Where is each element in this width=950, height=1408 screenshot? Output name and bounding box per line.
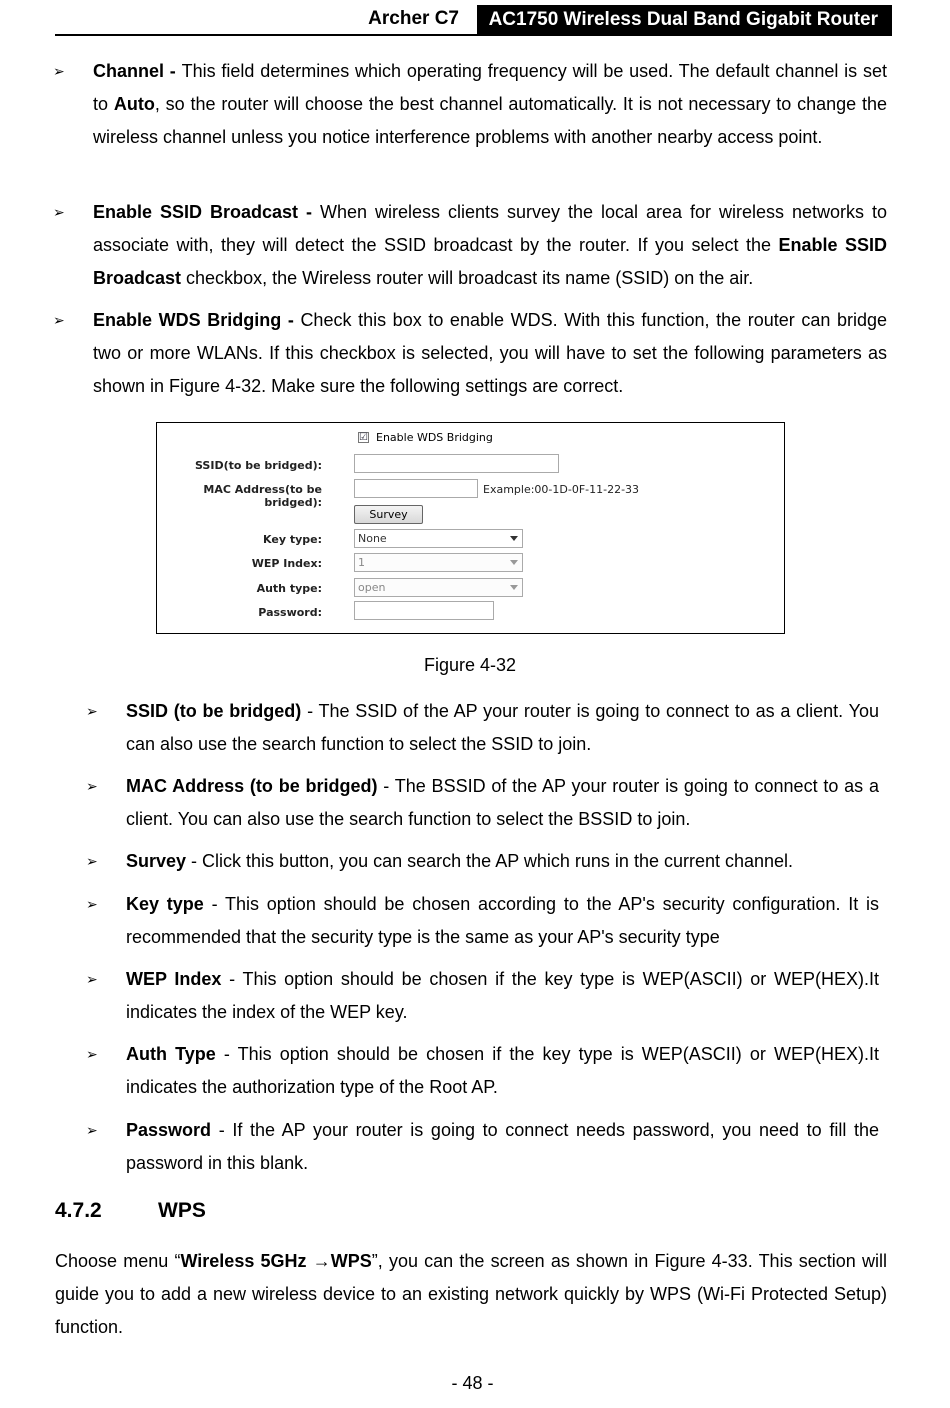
bullet-text: - This option should be chosen according to the AP's security configuration. It is recommended that the security type is the same as your AP's security type [126,894,879,947]
bullet-term: Auth Type [126,1044,216,1064]
bullet-text: - Click this button, you can search the AP which runs in the current channel. [186,851,794,871]
header-product: AC1750 Wireless Dual Band Gigabit Router [477,5,892,34]
chevron-down-icon [510,585,518,590]
bullet-term: Key type [126,894,204,914]
bullet-text: - This option should be chosen if the key type is WEP(ASCII) or WEP(HEX).It indicates the authorization type of the Root AP. [126,1044,879,1097]
figure-caption: Figure 4-32 [423,655,517,675]
section-heading [55,1199,206,1223]
bullet-text: This field determines which operating frequency will be used. The default channel is set to Auto, so the router will choose the best channel automatically. It is not necessary to change the wireless channel unless you notice interference problems with another nearby access point. [93,61,887,147]
chevron-down-icon [510,560,518,565]
bullet-term: MAC Address (to be bridged) [126,776,378,796]
bullet-term: Password [126,1120,212,1140]
bullet-term: Enable WDS Bridging - [93,310,301,330]
mac-example: Example:00-1D-0F-11-22-33 [483,483,640,496]
bullet-term: Enable SSID Broadcast - [93,202,320,222]
bullet-text: - The BSSID of the AP your router is going to connect to as a client. You can also use the search function to select the BSSID to join. [126,776,879,829]
password-label: Password: [258,606,322,619]
wds-checkbox-label: Enable WDS Bridging [376,431,493,444]
bullet-arrow-icon: ➢ [86,853,98,869]
password-input[interactable] [354,601,494,620]
page-number: - 48 - [451,1373,494,1393]
bullet-text: - If the AP your router is going to connect needs password, you need to fill the password in this blank. [126,1120,879,1173]
survey-button[interactable]: Survey [354,505,423,524]
mac-label: MAC Address(to be bridged): [203,483,322,509]
bullet-arrow-icon: ➢ [86,1122,98,1138]
bullet-arrow-icon: ➢ [86,971,98,987]
bullet-enable-ssid-broadcast [53,196,887,295]
wds-checkbox[interactable]: ☑ [359,432,368,443]
bullet-term: Survey [126,851,187,871]
bullet-term: WEP Index [126,969,222,989]
auth-type-value: open [358,581,386,594]
bullet-mac-address [86,770,879,836]
wps-intro-paragraph: Choose menu “Wireless 5GHz →WPS”, you can the screen as shown in Figure 4-33. This section will guide you to add a new wireless device to an existing network quickly by WPS (Wi-Fi Protected Setup) function. [55,1251,887,1337]
bullet-wep-index [86,963,879,1029]
bullet-arrow-icon: ➢ [53,312,65,328]
key-type-value: None [358,532,387,545]
key-type-select[interactable] [354,529,523,548]
bullet-text: - The SSID of the AP your router is going to connect to as a client. You can also use the search function to select the SSID to join. [126,701,879,754]
bullet-password [86,1114,879,1180]
bullet-arrow-icon: ➢ [86,1046,98,1062]
header-model: Archer C7 [368,8,459,29]
page-header [55,5,892,36]
bullet-text: Check this box to enable WDS. With this function, the router can bridge two or more WLANs. If this checkbox is selected, you will have to set the following parameters as shown in Figure 4-32. Make sure the following settings are correct. [93,310,888,396]
bullet-enable-wds-bridging [53,304,888,403]
mac-input[interactable] [354,479,478,498]
bullet-arrow-icon: ➢ [53,204,65,220]
wep-index-select[interactable] [354,553,523,572]
wds-settings-figure [156,422,785,634]
chevron-down-icon [510,536,518,541]
auth-type-select[interactable] [354,578,523,597]
bullet-term: Channel - [93,61,182,81]
ssid-input[interactable] [354,454,559,473]
wep-index-value: 1 [358,556,365,569]
bullet-ssid-to-be-bridged [86,695,879,761]
bullet-text: - This option should be chosen if the key type is WEP(ASCII) or WEP(HEX).It indicates the index of the WEP key. [126,969,879,1022]
bullet-arrow-icon: ➢ [86,896,98,912]
bullet-survey [86,845,879,878]
section-title: WPS [158,1199,206,1222]
key-type-label: Key type: [263,533,322,546]
bullet-arrow-icon: ➢ [53,63,65,79]
bullet-arrow-icon: ➢ [86,703,98,719]
bullet-channel [53,55,887,154]
bullet-text: When wireless clients survey the local area for wireless networks to associate with, they will detect the SSID broadcast by the router. If you select the Enable SSID Broadcast checkbox, the Wireless router will broadcast its name (SSID) on the air. [93,202,887,288]
auth-type-label: Auth type: [256,582,322,595]
section-number: 4.7.2 [55,1199,102,1222]
wep-index-label: WEP Index: [251,557,322,570]
bullet-term: SSID (to be bridged) [126,701,302,721]
bullet-auth-type [86,1038,879,1104]
bullet-key-type [86,888,879,954]
ssid-label: SSID(to be bridged): [195,459,322,472]
bullet-arrow-icon: ➢ [86,778,98,794]
